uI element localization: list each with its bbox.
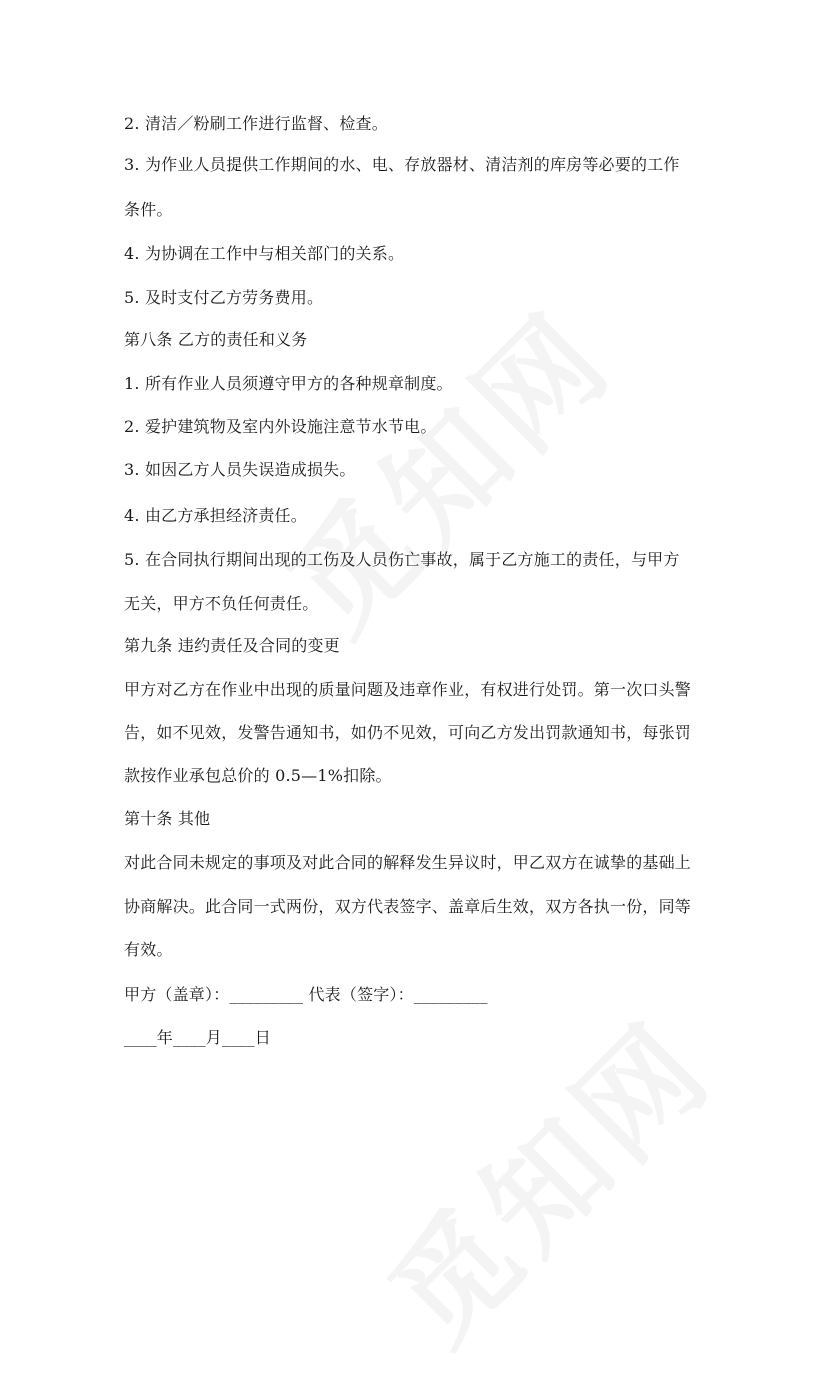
article-10-body-1: 对此合同未规定的事项及对此合同的解释发生异议时，甲乙双方在诚挚的基础上 [124,853,692,872]
article-10-body-3: 有效。 [124,940,173,959]
article-8-item-5-cont: 无关，甲方不负任何责任。 [124,594,319,613]
signature-line: 甲方（盖章）：_________ 代表（签字）：_________ [124,985,488,1004]
duty-item-3: 3. 为作业人员提供工作期间的水、电、存放器材、清洁剂的库房等必要的工作 [124,155,680,174]
article-8-item-2: 2. 爱护建筑物及室内外设施注意节水节电。 [124,417,437,436]
article-8-item-5: 5. 在合同执行期间出现的工伤及人员伤亡事故，属于乙方施工的责任，与甲方 [124,550,680,569]
duty-item-5: 5. 及时支付乙方劳务费用。 [124,288,324,307]
article-8-item-3: 3. 如因乙方人员失误造成损失。 [124,460,356,479]
duty-item-4: 4. 为协调在工作中与相关部门的关系。 [124,244,405,263]
article-8-item-1: 1. 所有作业人员须遵守甲方的各种规章制度。 [124,374,453,393]
date-line: ____年____月____日 [124,1028,272,1047]
article-9-heading: 第九条 违约责任及合同的变更 [124,636,340,655]
article-9-body-3: 款按作业承包总价的 0.5—1%扣除。 [124,766,392,785]
article-10-body-2: 协商解决。此合同一式两份，双方代表签字、盖章后生效，双方各执一份，同等 [124,897,692,916]
article-10-heading: 第十条 其他 [124,809,211,828]
duty-item-2: 2. 清洁／粉刷工作进行监督、检查。 [124,114,388,133]
article-9-body-1: 甲方对乙方在作业中出现的质量问题及违章作业，有权进行处罚。第一次口头警 [124,680,692,699]
article-8-item-4: 4. 由乙方承担经济责任。 [124,506,307,525]
article-9-body-2: 告，如不见效，发警告通知书，如仍不见效，可向乙方发出罚款通知书，每张罚 [124,723,692,742]
article-8-heading: 第八条 乙方的责任和义务 [124,330,308,349]
duty-item-3-cont: 条件。 [124,200,173,219]
